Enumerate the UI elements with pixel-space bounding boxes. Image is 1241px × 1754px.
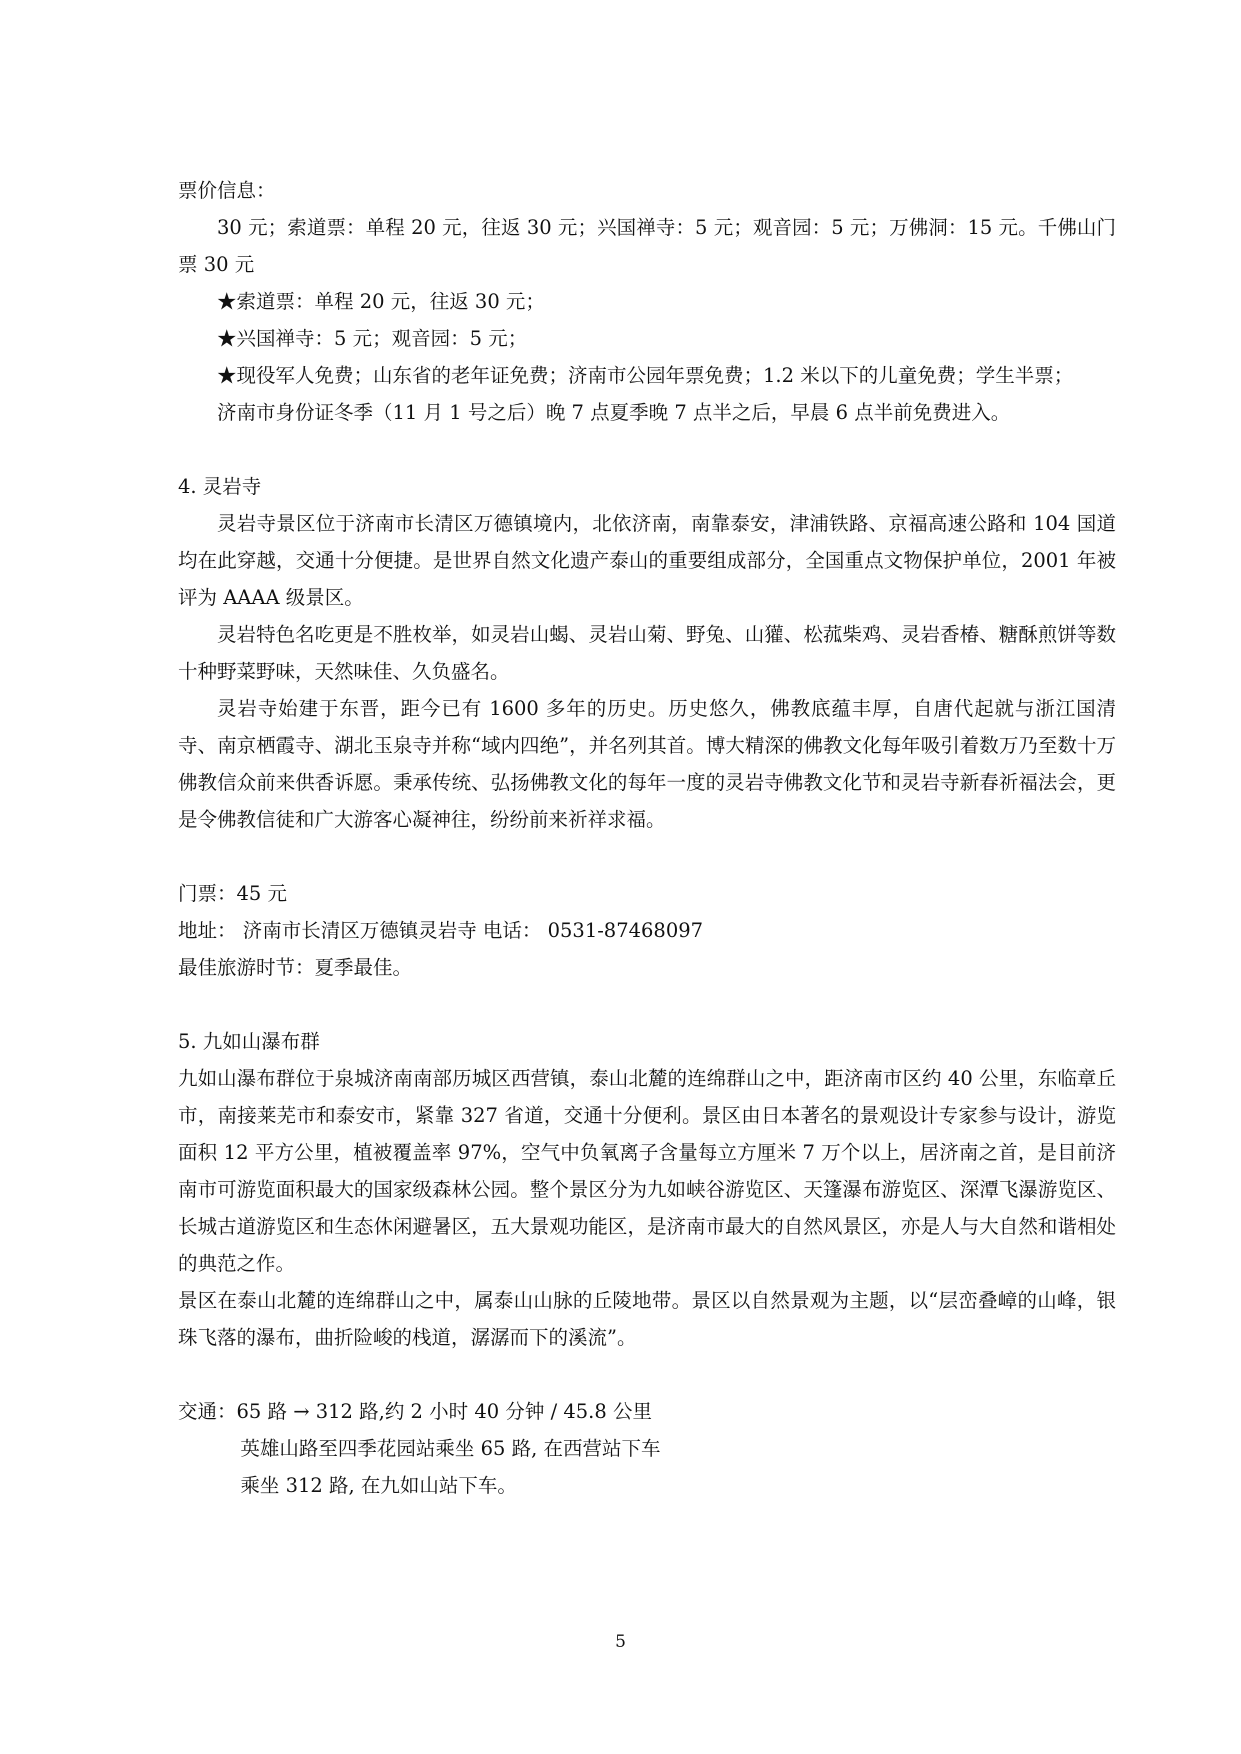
jiuru-transport-step-2: 乘坐 312 路, 在九如山站下车。 <box>240 1474 517 1497</box>
lingyan-section-heading: 4. 灵岩寺 <box>178 475 262 498</box>
ticket-info-heading: 票价信息： <box>178 179 276 202</box>
ticket-free-hours-note: 济南市身份证冬季（11 月 1 号之后）晚 7 点夏季晚 7 点半之后，早晨 6 点半前免费进入。 <box>217 401 1011 424</box>
jiuru-landscape-paragraph: 景区在泰山北麓的连绵群山之中，属泰山山脉的丘陵地带。景区以自然景观为主题，以“层峦叠嶂的山峰，银珠飞落的瀑布，曲折险峻的栈道，潺潺而下的溪流”。 <box>178 1289 1116 1349</box>
ticket-bullet-free-entry: ★现役军人免费；山东省的老年证免费；济南市公园年票免费；1.2 米以下的儿童免费；学生半票； <box>217 364 1074 387</box>
lingyan-history-paragraph: 灵岩寺始建于东晋，距今已有 1600 多年的历史。历史悠久，佛教底蕴丰厚，自唐代起就与浙江国清寺、南京栖霞寺、湖北玉泉寺并称“域内四绝”，并名列其首。博大精深的佛教文化每年吸引着数万乃至数十万佛教信众前来供香诉愿。秉承传统、弘扬佛教文化的每年一度的灵岩寺佛教文化节和灵岩寺新春祈福法会，更是令佛教信徒和广大游客心凝神往，纷纷前来祈祥求福。 <box>178 697 1116 831</box>
section-spacer <box>178 431 1116 468</box>
jiuru-transport-route: 交通：65 路 → 312 路,约 2 小时 40 分钟 / 45.8 公里 <box>178 1400 652 1423</box>
lingyan-best-time: 最佳旅游时节：夏季最佳。 <box>178 956 413 979</box>
page-number: 5 <box>615 1632 626 1652</box>
section-spacer <box>178 838 1116 875</box>
ticket-price-line: 30 元；索道票：单程 20 元，往返 30 元；兴国禅寺：5 元；观音园：5 元；万佛洞：15 元。千佛山门票 30 元 <box>178 216 1116 276</box>
lingyan-food-paragraph: 灵岩特色名吃更是不胜枚举，如灵岩山蝎、灵岩山菊、野兔、山獾、松菰柴鸡、灵岩香椿、糖酥煎饼等数十种野菜野味，天然味佳、久负盛名。 <box>178 623 1116 683</box>
document-body <box>178 172 1116 1504</box>
jiuru-intro-paragraph: 九如山瀑布群位于泉城济南南部历城区西营镇，泰山北麓的连绵群山之中，距济南市区约 40 公里，东临章丘市，南接莱芜市和泰安市，紧靠 327 省道，交通十分便利。景区由日本著名的景观设计专家参与设计，游览面积 12 平方公里，植被覆盖率 97%，空气中负氧离子含量每立方厘米 7 万个以上，居济南之首，是目前济南市可游览面积最大的国家级森林公园。整个景区分为九如峡谷游览区、天篷瀑布游览区、深潭飞瀑游览区、长城古道游览区和生态休闲避暑区，五大景观功能区，是济南市最大的自然风景区，亦是人与大自然和谐相处的典范之作。 <box>178 1067 1116 1275</box>
jiuru-transport-step-1: 英雄山路至四季花园站乘坐 65 路, 在西营站下车 <box>240 1437 661 1460</box>
section-spacer <box>178 986 1116 1023</box>
lingyan-ticket-price: 门票：45 元 <box>178 882 288 905</box>
jiuru-section-heading: 5. 九如山瀑布群 <box>178 1030 320 1053</box>
ticket-bullet-temple: ★兴国禅寺：5 元；观音园：5 元； <box>217 327 528 350</box>
ticket-bullet-cableway: ★索道票：单程 20 元，往返 30 元； <box>217 290 545 313</box>
lingyan-intro-paragraph: 灵岩寺景区位于济南市长清区万德镇境内，北依济南，南靠泰安，津浦铁路、京福高速公路和 104 国道均在此穿越，交通十分便捷。是世界自然文化遗产泰山的重要组成部分，全国重点文物保护单位，2001 年被评为 AAAA 级景区。 <box>178 512 1116 609</box>
lingyan-address: 地址： 济南市长清区万德镇灵岩寺 电话： 0531-87468097 <box>178 919 704 942</box>
section-spacer <box>178 1356 1116 1393</box>
